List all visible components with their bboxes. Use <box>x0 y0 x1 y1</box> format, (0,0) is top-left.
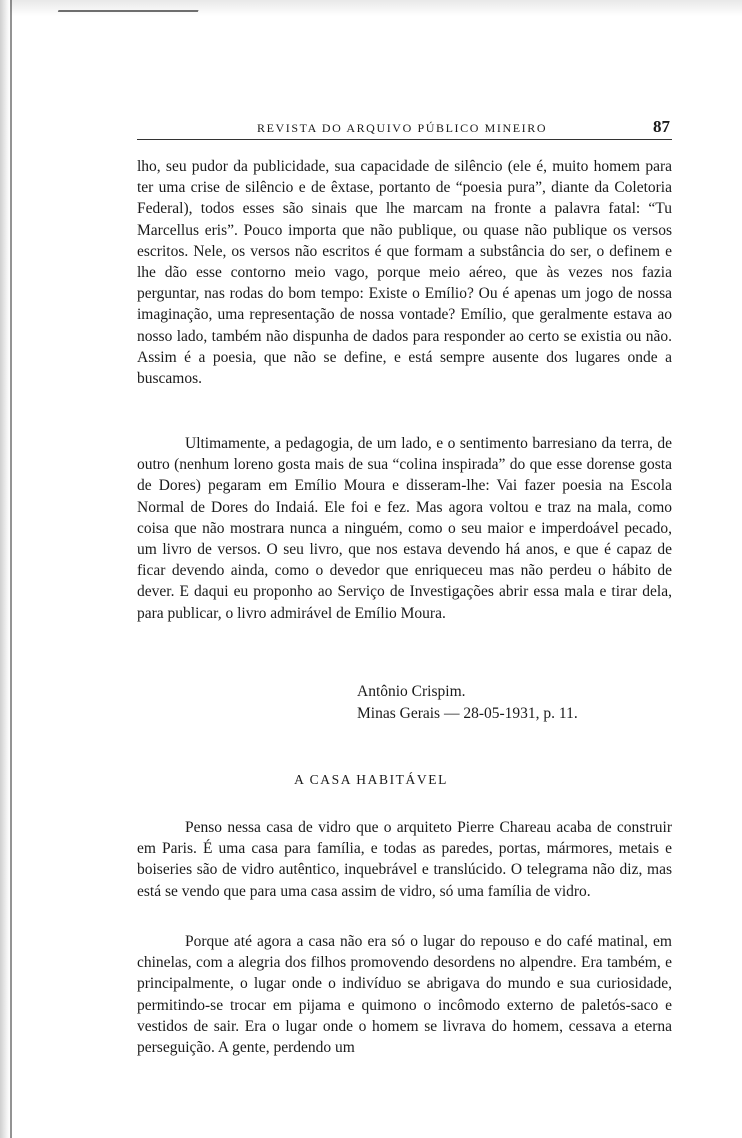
paragraph-text: Penso nessa casa de vidro que o arquiteto Pierre Chareau acaba de construir em Paris. É uma casa para família, e todas as paredes, portas, mármores, metais e boiseries são de vidro autêntico, inquebrável e translúcido. O telegrama não diz, mas está se vendo que para uma casa assim de vidro, só uma família de vidro. <box>137 819 672 900</box>
signature-source: Minas Gerais — 28-05-1931, p. 11. <box>357 704 578 722</box>
binding-edge <box>10 0 12 1138</box>
paragraph-text: Porque até agora a casa não era só o lugar do repouso e do café matinal, em chinelas, com a alegria dos filhos promovendo desordens no alpendre. Era também, e principalmente, o lugar onde o indivíduo se abrigava do mundo e sua curiosidade, permitindo-se trocar em pijama e quimono o incômodo externo de paletós-saco e vestidos de sair. Era o lugar onde o homem se livrava do homem, cessava a eterna perseguição. A gente, perdendo um <box>137 933 672 1057</box>
running-title: REVISTA DO ARQUIVO PÚBLICO MINEIRO <box>257 121 548 135</box>
section-title: A CASA HABITÁVEL <box>294 772 448 787</box>
article2-paragraph-1 <box>137 817 672 902</box>
article1-paragraph-1 <box>137 156 672 389</box>
running-head <box>137 117 672 139</box>
article2-paragraph-2 <box>137 931 672 1058</box>
paragraph-text: Ultimamente, a pedagogia, de um lado, e o sentimento barresiano da terra, de outro (nenhum loreno gosta mais de sua “colina inspirada” do que esse dorense gosta de Dores) pegaram em Emílio Moura e disseram-lhe: Vai fazer poesia na Escola Normal de Dores do Indaiá. Ele foi e fez. Mas agora voltou e traz na mala, como coisa que não mostrara nunca a ninguém, como o seu maior e imperdoável pecado, um livro de versos. O seu livro, que nos estava devendo há anos, e que é capaz de ficar devendo ainda, como o devedor que enriqueceu mas não perdeu o hábito de dever. E daqui eu proponho ao Serviço de Investigações abrir essa mala e tirar dela, para publicar, o livro admirável de Emílio Moura. <box>137 435 672 622</box>
article1-paragraph-2 <box>137 433 672 624</box>
signature-name: Antônio Crispim. <box>357 683 466 700</box>
scan-mark <box>58 0 202 12</box>
page-left-shadow <box>0 0 10 1138</box>
paragraph-text: lho, seu pudor da publicidade, sua capacidade de silêncio (ele é, muito homem para ter uma crise de silêncio e de êxtase, portanto de “poesia pura”, diante da Coletoria Federal), todos esses são sinais que lhe marcam na fronte a palavra fatal: “Tu Marcellus eris”. Pouco importa que não publique, ou quase não publique os versos escritos. Nele, os versos não escritos é que formam a substância do ser, o definem e lhe dão esse contorno meio vago, porque meio aéreo, que às vezes nos fazia perguntar, nas rodas do bom tempo: Existe o Emílio? Ou é apenas um jogo de nossa imaginação, uma representação de nossa vontade? Emílio, que geralmente estava ao nosso lado, também não dispunha de dados para responder ao certo se existia ou não. Assim é a poesia, que não se define, e está sempre ausente dos lugares onde a buscamos. <box>137 158 672 388</box>
signature-block <box>357 681 578 724</box>
header-rule <box>137 139 672 140</box>
page-number: 87 <box>653 117 670 136</box>
